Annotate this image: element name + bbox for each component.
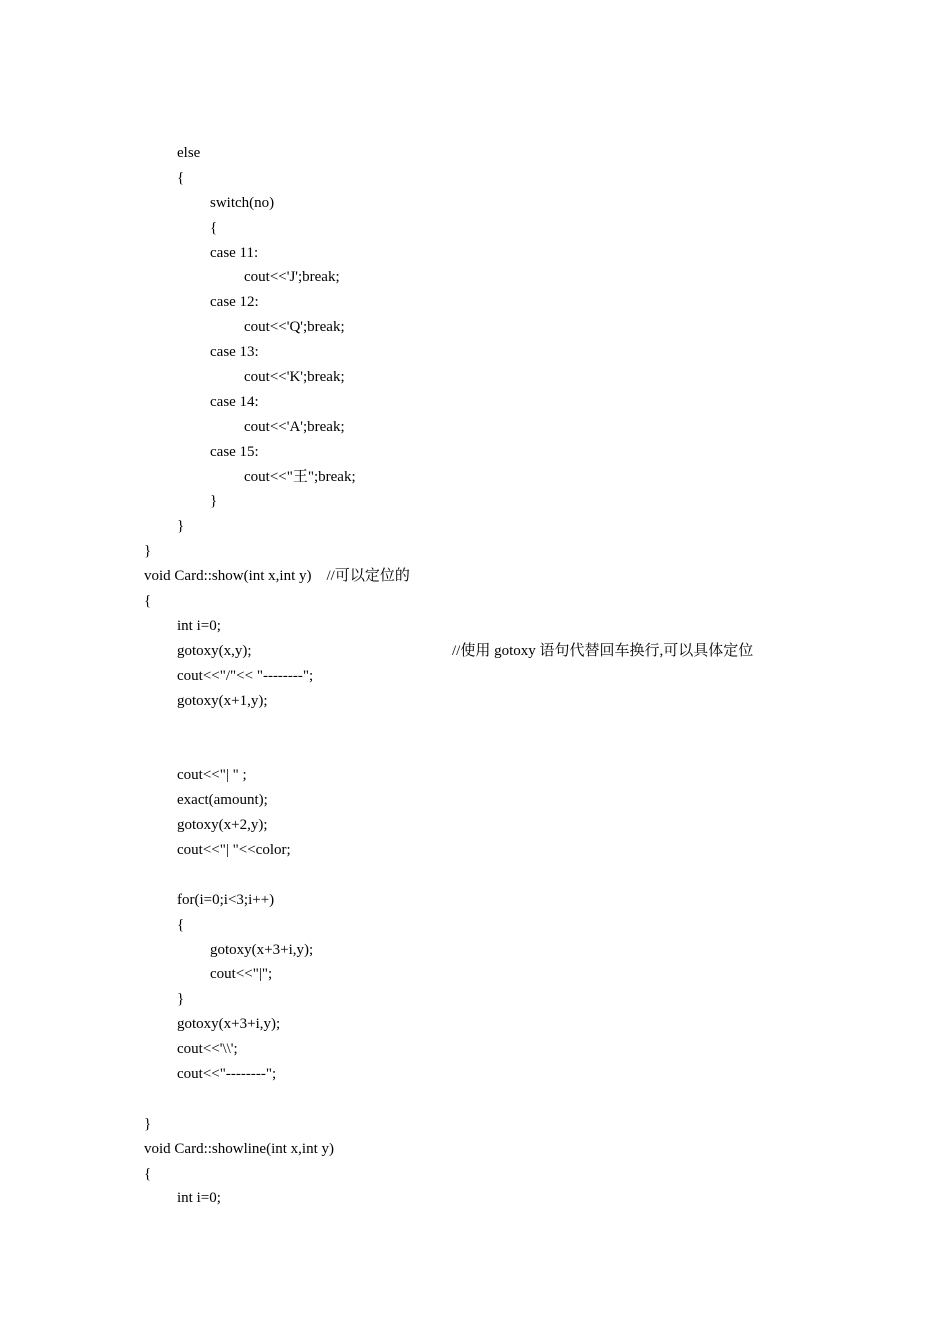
code-text: cout<<'A';break; <box>244 418 345 435</box>
code-line <box>144 614 410 639</box>
code-text: case 12: <box>210 294 259 311</box>
code-line <box>144 539 410 564</box>
code-text: cout<<'K';break; <box>244 369 345 386</box>
code-line <box>144 913 410 938</box>
code-text: gotoxy(x+3+i,y); <box>177 1016 281 1033</box>
code-line <box>144 639 754 664</box>
code-line <box>144 1012 410 1037</box>
code-line <box>144 863 410 888</box>
code-line <box>144 888 410 913</box>
code-text: gotoxy(x+3+i,y); <box>210 941 314 958</box>
code-line <box>144 1062 410 1087</box>
code-text: for(i=0;i<3;i++) <box>177 891 275 908</box>
code-text: case 14: <box>210 393 259 410</box>
code-line <box>144 265 410 290</box>
code-line <box>144 465 410 490</box>
code-text: } <box>210 493 218 510</box>
code-text: cout<<"王";break; <box>244 468 356 485</box>
code-text: gotoxy(x,y); <box>177 642 252 659</box>
code-text: case 15: <box>210 443 259 460</box>
code-line <box>144 838 410 863</box>
code-line <box>144 365 410 390</box>
code-line <box>144 315 410 340</box>
code-line <box>144 216 410 241</box>
code-text: switch(no) <box>210 194 275 211</box>
code-listing <box>144 141 754 1211</box>
code-line <box>144 788 410 813</box>
code-text: cout<<"|"; <box>210 966 273 983</box>
code-text: int i=0; <box>177 1190 221 1207</box>
code-line <box>144 564 410 589</box>
code-line <box>144 813 410 838</box>
code-line <box>144 763 410 788</box>
code-line <box>144 1137 410 1162</box>
code-line <box>144 489 410 514</box>
code-text: else <box>177 145 201 161</box>
code-line <box>144 589 410 614</box>
code-text: gotoxy(x+1,y); <box>177 692 268 709</box>
code-text: } <box>144 543 152 560</box>
code-line <box>144 440 410 465</box>
code-line <box>144 1162 410 1187</box>
code-line <box>144 415 410 440</box>
code-text: cout<<'J';break; <box>244 269 340 286</box>
code-text: { <box>144 1165 152 1182</box>
code-line <box>144 1112 410 1137</box>
code-line <box>144 166 410 191</box>
code-text: { <box>210 219 218 236</box>
code-text: void Card::show(int x,int y) //可以定位的 <box>144 568 410 585</box>
code-text: { <box>177 169 185 186</box>
code-text: cout<<"--------"; <box>177 1065 277 1082</box>
code-text: cout<<"| "<<color; <box>177 841 291 858</box>
code-line <box>144 1037 410 1062</box>
code-line <box>144 1087 410 1112</box>
code-text: { <box>177 916 185 933</box>
code-line <box>144 938 410 963</box>
code-text: void Card::showline(int x,int y) <box>144 1140 334 1157</box>
code-text: } <box>177 991 185 1008</box>
code-line <box>144 962 410 987</box>
code-line <box>144 689 410 714</box>
code-text: } <box>177 518 185 535</box>
code-text: cout<<"| " ; <box>177 767 247 784</box>
code-line <box>144 738 410 763</box>
code-text: cout<<'Q';break; <box>244 319 345 336</box>
code-text: { <box>144 593 152 610</box>
code-comment: //使用 gotoxy 语句代替回车换行,可以具体定位 <box>452 642 754 659</box>
code-text: case 11: <box>210 244 259 261</box>
code-line <box>144 340 410 365</box>
code-text: cout<<'\\'; <box>177 1041 238 1058</box>
code-text: exact(amount); <box>177 792 268 809</box>
code-line <box>144 514 410 539</box>
code-line <box>144 191 410 216</box>
code-line <box>144 664 410 689</box>
code-line <box>144 241 410 266</box>
code-text: } <box>144 1115 152 1132</box>
code-text: case 13: <box>210 344 259 361</box>
code-line <box>144 290 410 315</box>
code-line <box>144 390 410 415</box>
code-text: cout<<"/"<< "--------"; <box>177 667 314 684</box>
code-line <box>144 713 410 738</box>
code-text: gotoxy(x+2,y); <box>177 817 268 834</box>
code-text: int i=0; <box>177 617 221 634</box>
code-line <box>144 141 410 166</box>
code-line <box>144 1186 410 1211</box>
code-line <box>144 987 410 1012</box>
